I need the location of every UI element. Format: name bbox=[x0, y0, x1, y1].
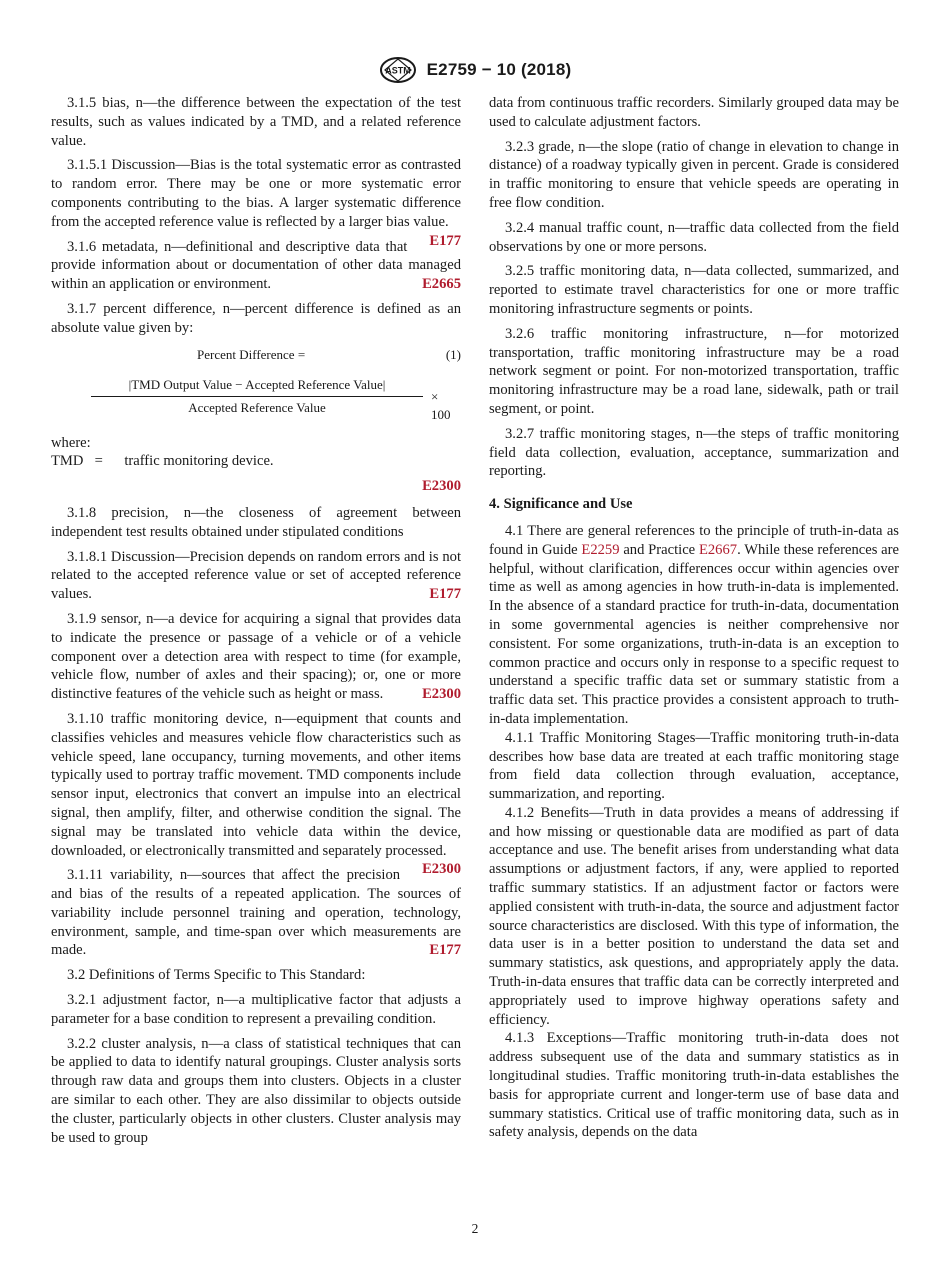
equation-lhs: Percent Difference = bbox=[197, 346, 306, 362]
paragraph-4-1-1: 4.1.1 Traffic Monitoring Stages—Traffic monitoring truth-in-data describes how base data are treated at each traffic monitoring stage from field data collection through evaluation, acceptance, summarization, and reporting. bbox=[489, 729, 899, 803]
paragraph-4-1-3: 4.1.3 Exceptions—Traffic monitoring truth-in-data does not address subsequent use of the data and summary statistics as in longitudinal studies. Traffic monitoring truth-in-data establishes the basis for appropriate current and longer-term use of base data and summary statistics. Critical use of traffic monitoring data, such as in safety analysis, depends on the data bbox=[489, 1030, 899, 1141]
where-label: where: bbox=[51, 434, 91, 451]
definition-3-2-1: 3.2.1 adjustment factor, n—a multiplicative factor that adjusts a parameter for a base condition to represent a prevailing condition. bbox=[51, 992, 461, 1027]
definition-3-1-6-text: 3.1.6 metadata, n—definitional and descriptive data that provide information about or documentation of other data managed within an application or environment. bbox=[51, 238, 461, 293]
variable-definition bbox=[51, 452, 461, 471]
section-heading-4: 4. Significance and Use bbox=[489, 496, 633, 513]
paragraph-4-1-text-c: . While these references are helpful, without clarification, differences occur within agencies over time as well as among agencies in how truth-in-data is implemented. In the absence of a standard practice for truth-in-data, documentation in some governmental agencies is neither comprehensive nor consistent. For some organizations, truth-in-data is an exception to common practice and occurs only in response to a specific request to understand a specific traffic data set or summary statistic from a traffic data set. This practice provides a consistent approach to truth-in-data implementation. bbox=[489, 541, 899, 727]
reference-link-e2300[interactable]: E2300 bbox=[422, 686, 461, 703]
definition-3-1-8: 3.1.8 precision, n—the closeness of agreement between independent test results obtained under stipulated conditions bbox=[51, 504, 461, 540]
definition-3-1-5: 3.1.5 bias, n—the difference between the expectation of the test results, such as values indicated by a TMD, and a related reference value. bbox=[51, 95, 461, 149]
discussion-3-1-5-1 bbox=[51, 156, 461, 249]
paragraph-4-1-text-b: and Practice bbox=[623, 541, 696, 558]
paragraph-4-1-text-a: 4.1 There are general references to the principle of truth-in-data as found in Guide bbox=[489, 522, 899, 558]
equation-multiplier: × 100 bbox=[431, 388, 451, 423]
definition-3-2-2-continued: data from continuous traffic recorders. Similarly grouped data may be used to calculate adjustment factors. bbox=[489, 95, 899, 130]
paragraph-4-1-2: 4.1.2 Benefits—Truth in data provides a means of addressing if and how missing or questionable data are modified as part of data acceptance and use. The benefit arises from understanding what data assumptions or adjustment factors, if any, were applied to reported traffic summary statistics. If an adjustment factor or factors were applied consistent with truth-in-data, the source and adjustment factor source characteristics are disclosed. With this type of information, the data user is in a better position to understand the data set and summary statistics, ask questions, and appropriately apply the data. Truth-in-data ensures that traffic data can be correctly interpreted and appropriately used to improve highway operations safety and efficiency. bbox=[489, 804, 899, 1028]
definition-3-1-6 bbox=[51, 238, 461, 294]
definition-3-2-4: 3.2.4 manual traffic count, n—traffic data collected from the field observations by one or more persons. bbox=[489, 219, 899, 255]
definition-3-1-10-text: 3.1.10 traffic monitoring device, n—equipment that counts and classifies vehicles and measures vehicle flow characteristics such as vehicle speed, lane occupancy, turning movements, and other items typically used to portray traffic movement. TMD components include sensor input, electronics that convert an impulse into an electrical signal, then amplify, filter, and otherwise condition the signal. The signal may be translated into vehicle data within the device, downloaded, or electronically transmitted and separately processed. bbox=[51, 710, 461, 859]
variable-description: traffic monitoring device. bbox=[124, 453, 274, 470]
definition-3-2-7: 3.2.7 traffic monitoring stages, n—the steps of traffic monitoring field data collection, evaluation, acceptance, summarization and reporting. bbox=[489, 425, 899, 480]
reference-link-e2300[interactable]: E2300 bbox=[422, 478, 461, 495]
document-designation: E2759 − 10 (2018) bbox=[426, 60, 572, 79]
equation-number: (1) bbox=[445, 346, 461, 362]
discussion-3-1-8-1 bbox=[51, 548, 461, 604]
reference-link-e2259[interactable]: E2259 bbox=[581, 541, 620, 558]
reference-link-e2300[interactable]: E2300 bbox=[422, 861, 461, 878]
logo-text: ASTM bbox=[384, 65, 411, 76]
definition-3-1-9-text: 3.1.9 sensor, n—a device for acquiring a signal that provides data to indicate the presence or passage of a vehicle or of a vehicle component over a detection area with respect to time (for example, vehicle flow, number of axles and their spacing); or, one or more distinctive features of the vehicle such as height or mass. bbox=[51, 610, 461, 703]
page-number: 2 bbox=[471, 1221, 479, 1236]
paragraph-4-1 bbox=[489, 522, 899, 729]
equation-fraction bbox=[91, 376, 423, 419]
definition-3-1-9 bbox=[51, 610, 461, 704]
equation-denominator: Accepted Reference Value bbox=[188, 400, 326, 416]
right-column bbox=[489, 94, 899, 1142]
definition-3-2-3: 3.2.3 grade, n—the slope (ratio of change in elevation to change in distance) of a roadway typically given in percent. Grade is considered in traffic monitoring to ensure that vehicle speeds are operating in free flow condition. bbox=[489, 138, 899, 211]
definition-3-1-7: 3.1.7 percent difference, n—percent difference is defined as an absolute value given by: bbox=[51, 300, 461, 336]
subsection-3-2: 3.2 Definitions of Terms Specific to This Standard: bbox=[67, 967, 366, 984]
discussion-3-1-8-1-text: 3.1.8.1 Discussion—Precision depends on random errors and is not related to the accepted reference value or set of accepted reference values. bbox=[51, 548, 461, 603]
definition-3-1-11 bbox=[51, 866, 461, 960]
definition-3-2-6: 3.2.6 traffic monitoring infrastructure, n—for motorized transportation, traffic monitoring infrastructure may be a road network segment or point. For non-motorized transportation, traffic monitoring infrastructure may be a road lane, sidewalk, path or trail segment, or point. bbox=[489, 325, 899, 417]
reference-link-e177[interactable]: E177 bbox=[429, 586, 461, 603]
definition-3-1-11-text: 3.1.11 variability, n—sources that affect the precision and bias of the results of a repeated application. The sources of variability include personnel training and operation, technology, environment, sample, and time-span over which measurements are made. bbox=[51, 867, 461, 959]
astm-logo-icon bbox=[379, 56, 417, 84]
page-header bbox=[0, 56, 950, 86]
reference-link-e177[interactable]: E177 bbox=[429, 232, 461, 249]
equation-numerator: |TMD Output Value − Accepted Reference Value| bbox=[91, 376, 423, 398]
reference-link-e2665[interactable]: E2665 bbox=[422, 276, 461, 293]
variable-equals: = bbox=[94, 453, 103, 470]
reference-link-e177[interactable]: E177 bbox=[429, 942, 461, 959]
equation-1 bbox=[51, 344, 461, 430]
definition-3-2-5: 3.2.5 traffic monitoring data, n—data collected, summarized, and reported to estimate travel characteristics for one or more traffic monitoring infrastructure segments or points. bbox=[489, 263, 899, 317]
definition-3-2-2: 3.2.2 cluster analysis, n—a class of statistical techniques that can be applied to data to identify natural groupings. Cluster analysis sorts through raw data and groups them into clusters. Objects in a cluster are similar to each other. They are also dissimilar to objects outside the cluster, particularly objects in other clusters. Cluster analysis may be used to group bbox=[51, 1035, 461, 1146]
variable-term: TMD bbox=[51, 453, 84, 470]
discussion-3-1-5-1-text: 3.1.5.1 Discussion—Bias is the total systematic error as contrasted to random error. There may be one or more systematic error components contributing to the bias. A larger systematic difference from the accepted reference value is reflected by a larger bias value. bbox=[51, 157, 461, 230]
reference-link-e2667[interactable]: E2667 bbox=[698, 541, 738, 558]
definition-3-1-10 bbox=[51, 710, 461, 878]
left-column bbox=[51, 94, 461, 1153]
